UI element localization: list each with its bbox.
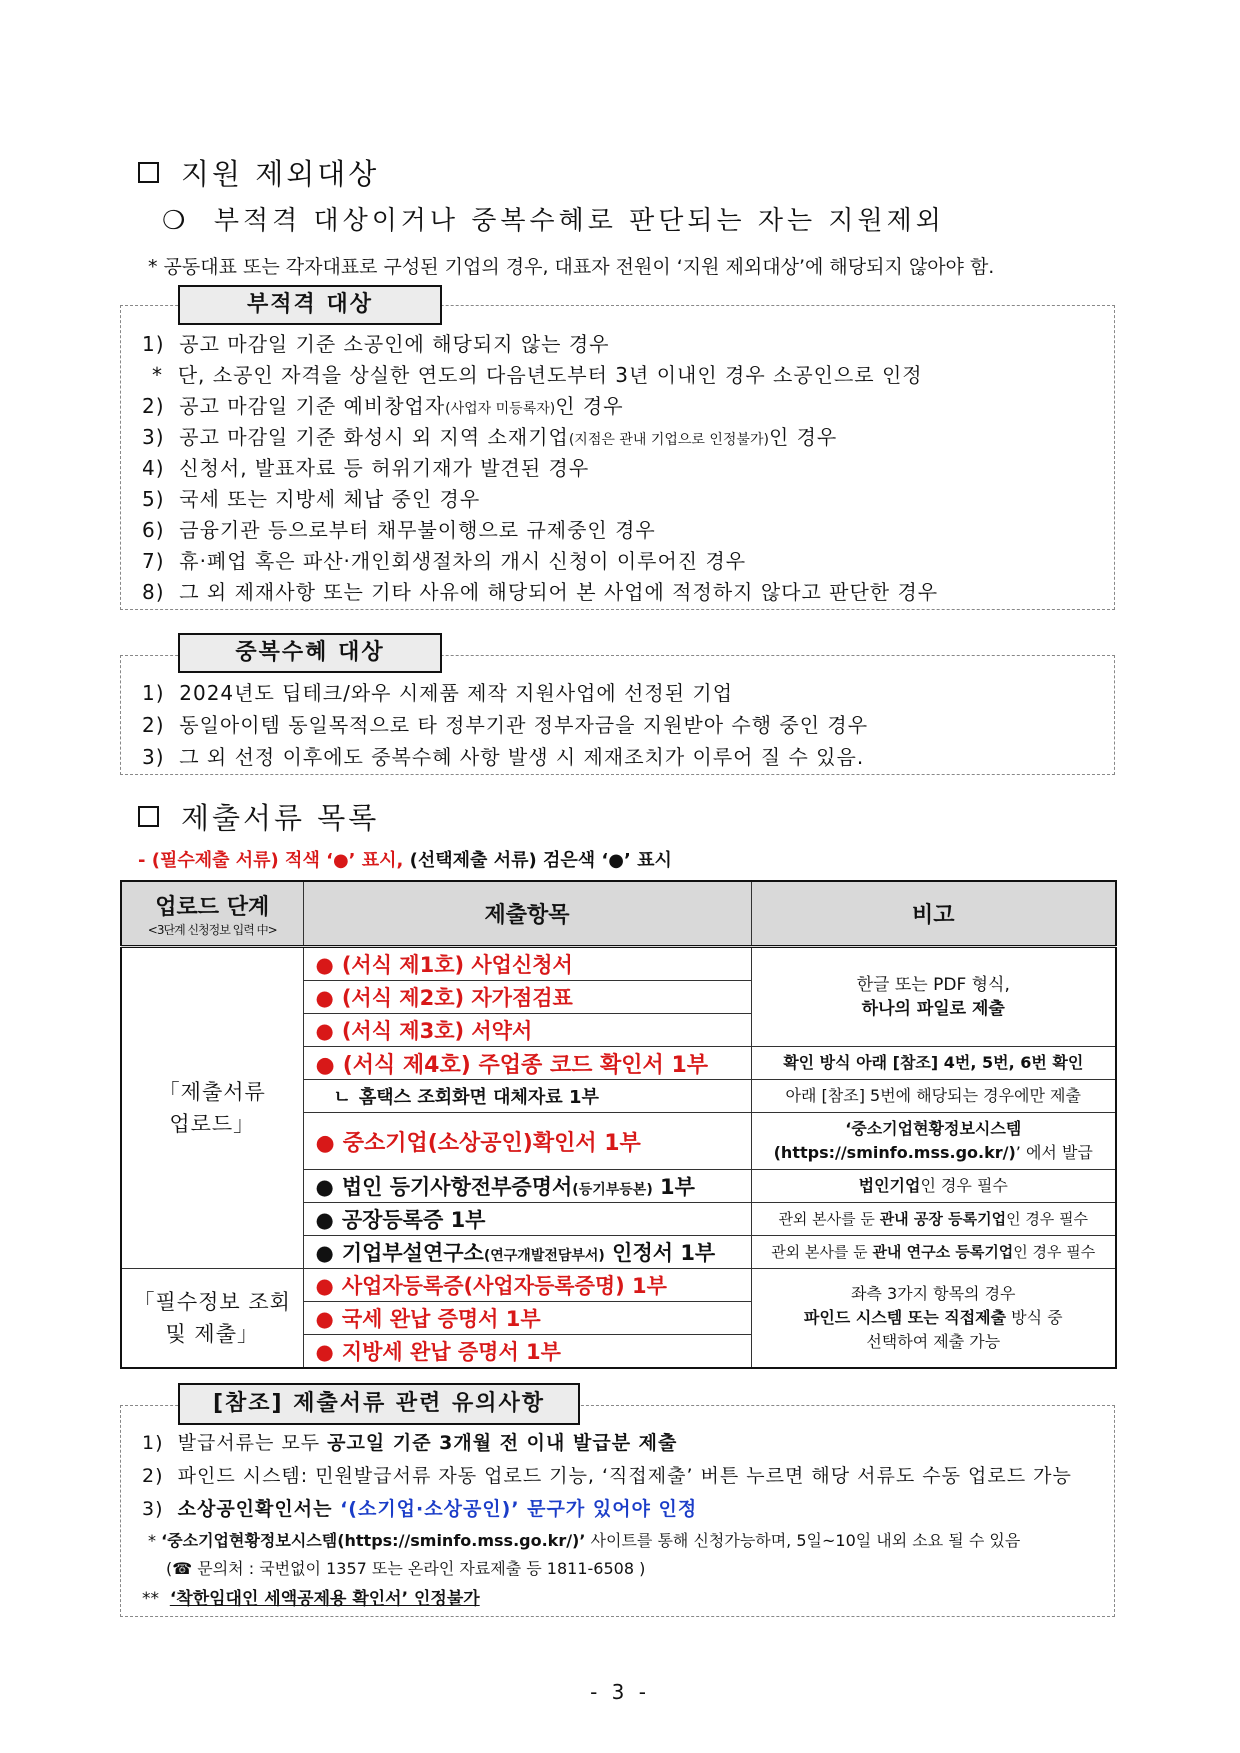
checkbox-square-icon (138, 162, 159, 183)
table-row: ㄴ 홈택스 조회화면 대체자료 1부 (303, 1080, 751, 1113)
duplicate-title: 중복수혜 대상 (178, 633, 442, 673)
red-dot-icon: ● (315, 1274, 334, 1298)
red-dot-icon: ● (315, 1307, 334, 1331)
table-row: ● 법인 등기사항전부증명서(등기부등본) 1부 (303, 1170, 751, 1203)
red-dot-icon: ● (315, 953, 334, 977)
header-items: 제출항목 (303, 881, 751, 947)
red-dot-icon: ● (315, 1340, 334, 1364)
black-dot-icon: ● (315, 1241, 334, 1265)
table-row: ● (서식 제4호) 주업종 코드 확인서 1부 (303, 1047, 751, 1080)
header-remarks: 비고 (751, 881, 1116, 947)
section-title-documents: 제출서류 목록 (138, 796, 379, 837)
circle-icon: ❍ (162, 206, 190, 236)
table-row: ● (서식 제2호) 자가점검표 (303, 981, 751, 1014)
ineligible-item: 1) 공고 마감일 기준 소공인에 해당되지 않는 경우 (142, 332, 610, 356)
ineligible-title: 부적격 대상 (178, 285, 442, 325)
black-dot-icon: ● (315, 1175, 334, 1199)
remark-corporation: 법인기업인 경우 필수 (751, 1170, 1116, 1203)
table-row: ● 사업자등록증(사업자등록증명) 1부 (303, 1269, 751, 1302)
remark-sminfo: ‘중소기업현황정보시스템 (https://sminfo.mss.go.kr/)’ 에서 발급 (751, 1113, 1116, 1170)
ineligible-item: 6) 금융기관 등으로부터 채무불이행으로 규제중인 경우 (142, 518, 656, 542)
black-dot-icon: ● (315, 1208, 334, 1232)
reference-title: [참조] 제출서류 관련 유의사항 (178, 1383, 580, 1425)
duplicate-item: 2) 동일아이템 동일목적으로 타 정부기관 정부자금을 지원받아 수행 중인 경우 (142, 713, 869, 737)
documents-table (120, 880, 1117, 1369)
red-dot-icon: ● (315, 986, 334, 1010)
table-row: ● (서식 제3호) 서약서 (303, 1014, 751, 1047)
table-row: ● 기업부설연구소(연구개발전담부서) 인정서 1부 (303, 1236, 751, 1269)
group-upload: 「제출서류 업로드」 (121, 947, 303, 1269)
red-dot-icon: ● (315, 1052, 335, 1078)
table-row: ● (서식 제1호) 사업신청서 (303, 947, 751, 981)
exclusion-note: * 공동대표 또는 각자대표로 구성된 기업의 경우, 대표자 전원이 ‘지원 제외대상’에 해당되지 않아야 함. (148, 256, 995, 278)
documents-legend: - (필수제출 서류) 적색 ‘●’ 표시, (선택제출 서류) 검은색 ‘●’ 표시 (138, 850, 672, 871)
page-number: - 3 - (590, 1680, 650, 1704)
red-dot-icon: ● (332, 850, 349, 871)
table-row: ● 지방세 완납 증명서 1부 (303, 1335, 751, 1369)
ineligible-item: 8) 그 외 제재사항 또는 기타 사유에 해당되어 본 사업에 적정하지 않다고 판단한 경우 (142, 580, 939, 604)
reference-item: 2) 파인드 시스템: 민원발급서류 자동 업로드 기능, ‘직접제출’ 버튼 누르면 해당 서류도 수동 업로드 가능 (142, 1465, 1072, 1487)
remark-lab: 관외 본사를 둔 관내 연구소 등록기업인 경우 필수 (751, 1236, 1116, 1269)
remark-factory: 관외 본사를 둔 관내 공장 등록기업인 경우 필수 (751, 1203, 1116, 1236)
ineligible-item: 2) 공고 마감일 기준 예비창업자(사업자 미등록자)인 경우 (142, 394, 624, 418)
table-row: ● 중소기업(소상공인)확인서 1부 (303, 1113, 751, 1170)
reference-item: 1) 발급서류는 모두 공고일 기준 3개월 전 이내 발급분 제출 (142, 1432, 678, 1454)
header-stage: 업로드 단계 <3단계 신청정보 입력 中> (121, 881, 303, 947)
ineligible-item: * 단, 소공인 자격을 상실한 연도의 다음년도부터 3년 이내인 경우 소공인으로 인정 (152, 363, 923, 387)
ineligible-item: 4) 신청서, 발표자료 등 허위기재가 발견된 경우 (142, 456, 590, 480)
duplicate-item: 1) 2024년도 딥테크/와우 시제품 제작 지원사업에 선정된 기업 (142, 681, 734, 705)
reference-item: 3) 소상공인확인서는 ‘(소기업·소상공인)’ 문구가 있어야 인정 (142, 1498, 698, 1520)
remark-hometax: 아래 [참조] 5번에 해당되는 경우에만 제출 (751, 1080, 1116, 1113)
ineligible-item: 3) 공고 마감일 기준 화성시 외 지역 소재기업(지점은 관내 기업으로 인정불가)인 경우 (142, 425, 838, 449)
ineligible-item: 7) 휴·폐업 혹은 파산·개인회생절차의 개시 신청이 이루어진 경우 (142, 549, 747, 573)
exclusion-subtitle: ❍ 부적격 대상이거나 중복수혜로 판단되는 자는 지원제외 (162, 206, 945, 236)
red-dot-icon: ● (315, 1019, 334, 1043)
ineligible-item: 5) 국세 또는 지방세 체납 중인 경우 (142, 487, 481, 511)
table-row: ● 국세 완납 증명서 1부 (303, 1302, 751, 1335)
black-dot-icon: ● (608, 850, 624, 871)
reference-item: * ‘중소기업현황정보시스템(https://sminfo.mss.go.kr/)’ 사이트를 통해 신청가능하며, 5일~10일 내외 소요 될 수 있음 (148, 1531, 1021, 1550)
remark-confirm: 확인 방식 아래 [참조] 4번, 5번, 6번 확인 (751, 1047, 1116, 1080)
group-required-info: 「필수정보 조회 및 제출」 (121, 1269, 303, 1369)
duplicate-item: 3) 그 외 선정 이후에도 중복수혜 사항 발생 시 제재조치가 이루어 질 수 있음. (142, 745, 865, 769)
remark-find-system: 좌측 3가지 항목의 경우 파인드 시스템 또는 직접제출 방식 중 선택하여 제출 가능 (751, 1269, 1116, 1369)
table-row: ● 공장등록증 1부 (303, 1203, 751, 1236)
red-dot-icon: ● (315, 1130, 335, 1156)
checkbox-square-icon (138, 806, 159, 827)
reference-item: ** ‘착한임대인 세액공제용 확인서’ 인정불가 (142, 1589, 480, 1609)
reference-contact: (☎ 문의처 : 국번없이 1357 또는 온라인 자료제출 등 1811-6508 ) (166, 1559, 646, 1578)
remark-format: 한글 또는 PDF 형식, 하나의 파일로 제출 (751, 947, 1116, 1047)
section-title-exclusion: 지원 제외대상 (138, 152, 379, 193)
